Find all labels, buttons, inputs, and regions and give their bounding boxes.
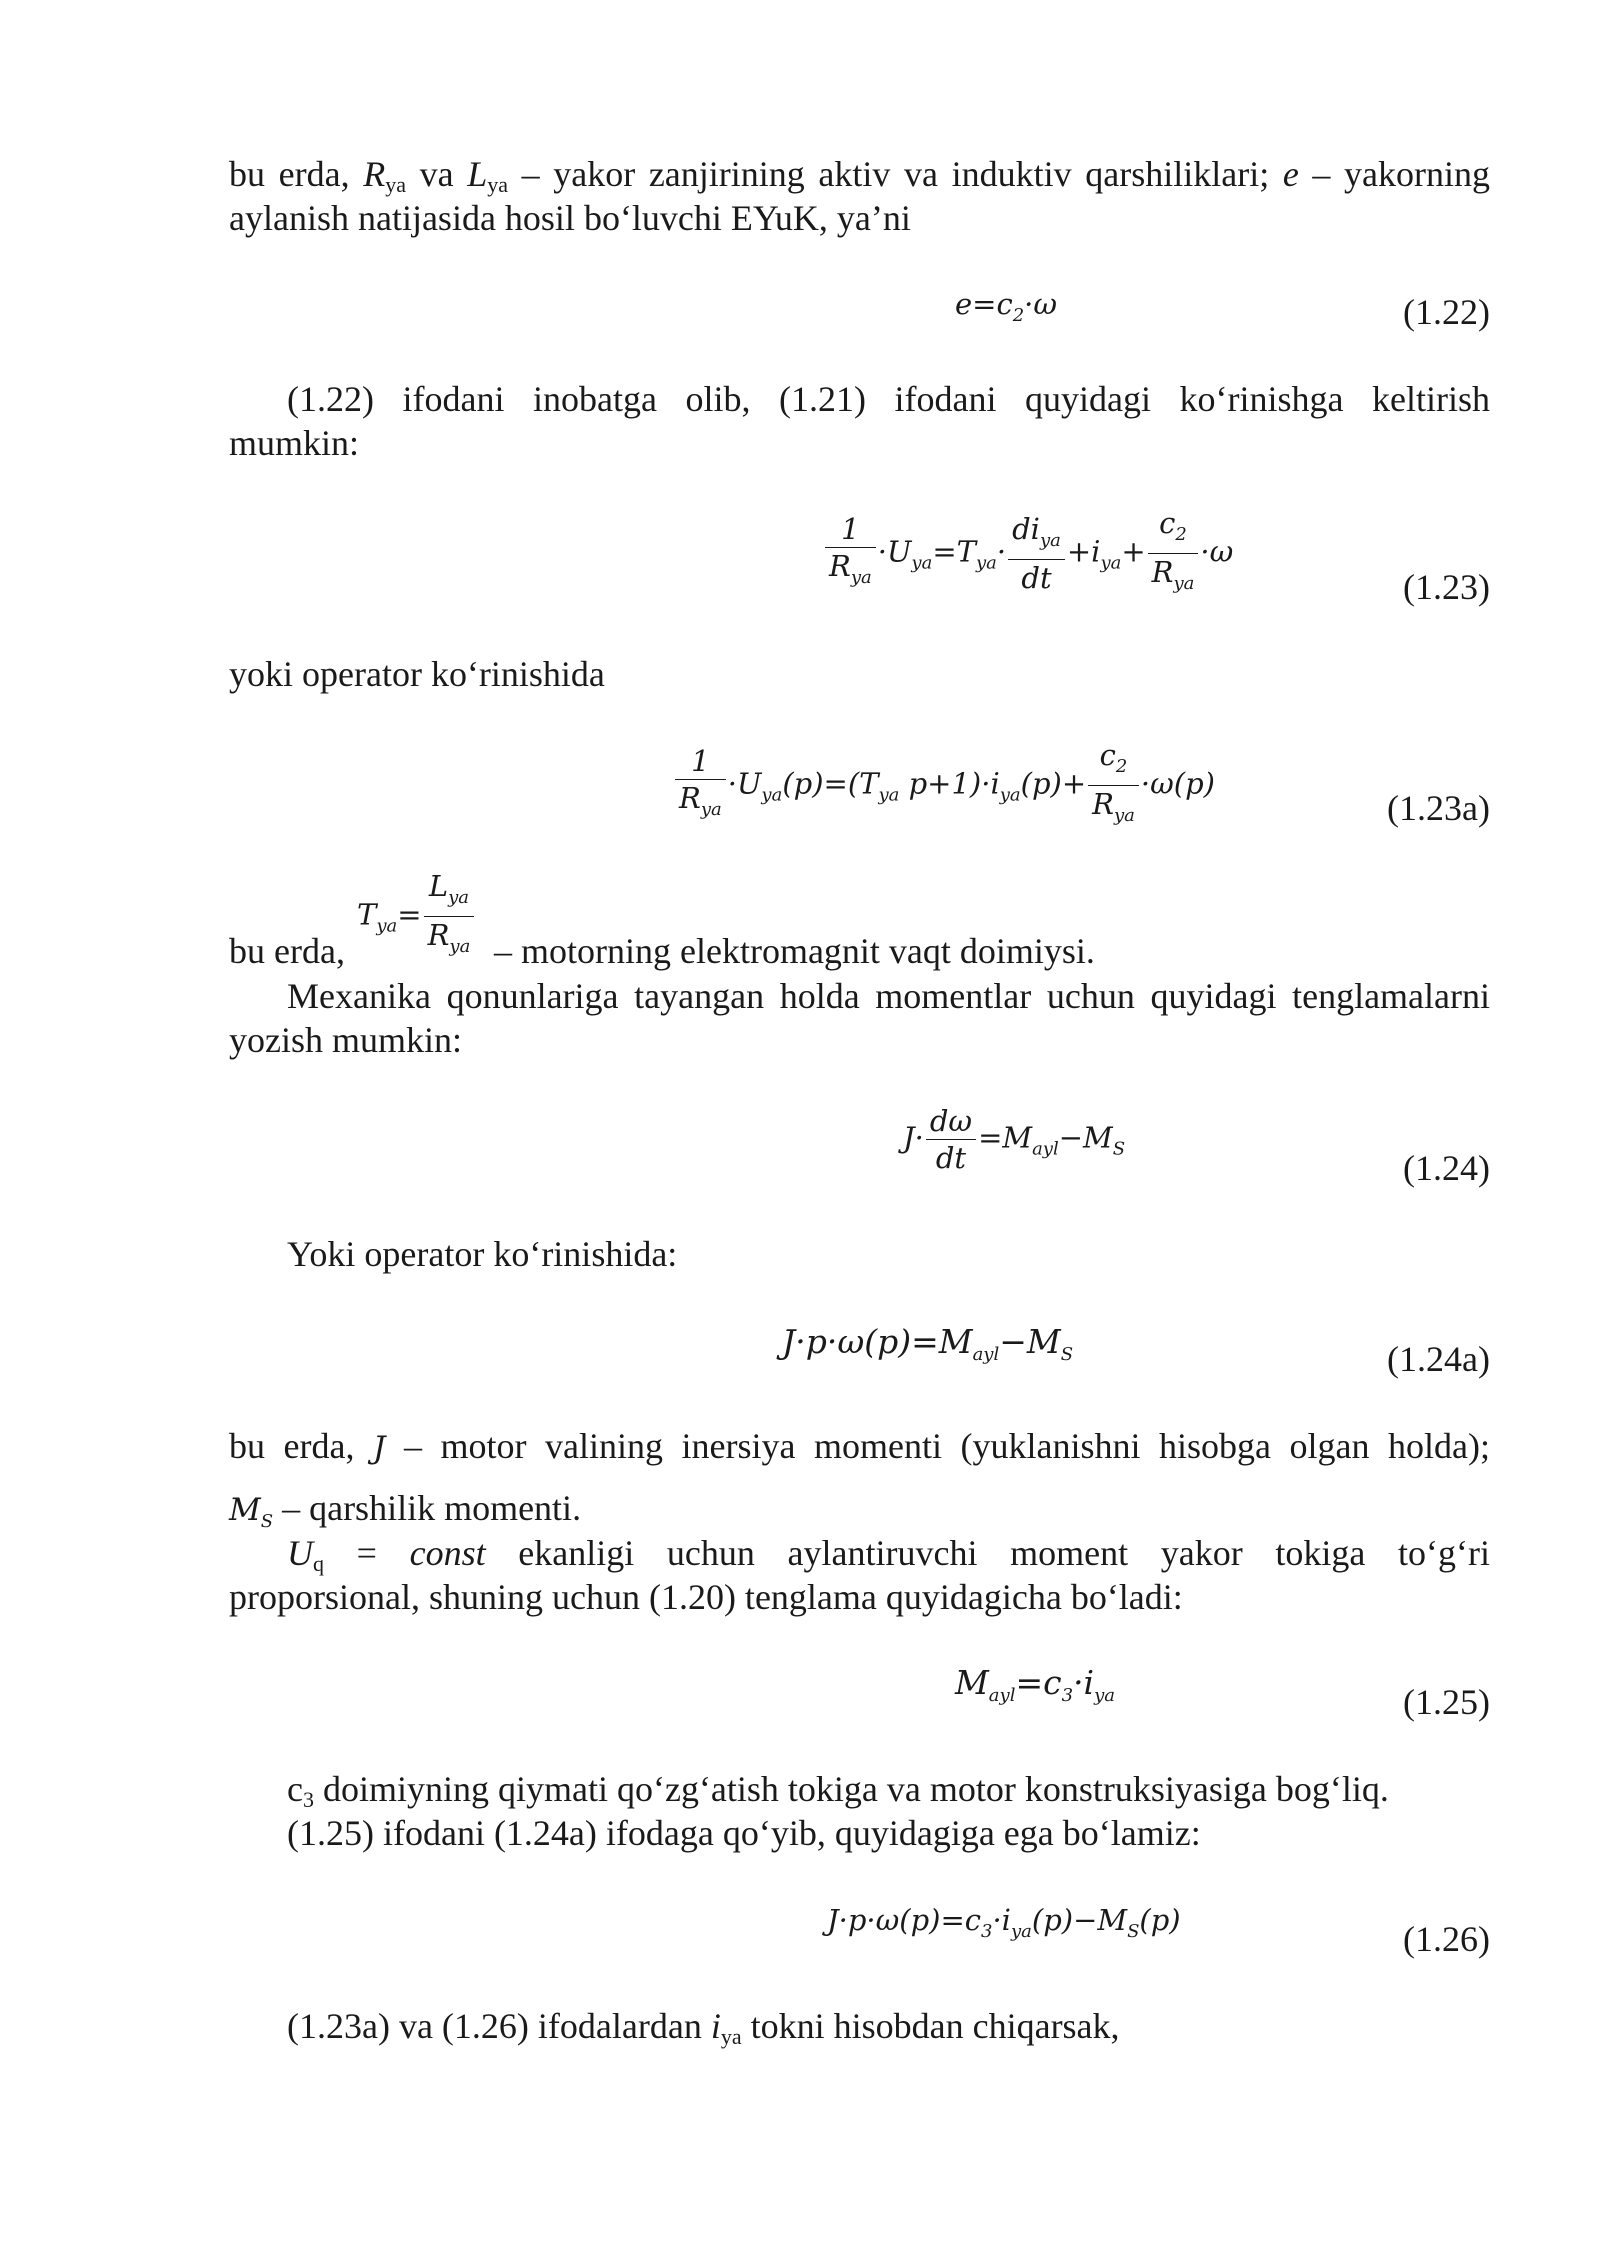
paragraph-line: proporsional, shuning uchun (1.20) tenglama quyidagicha bo‘ladi: bbox=[229, 1577, 1183, 1617]
paragraph-line: mumkin: bbox=[229, 423, 360, 463]
equation-1-23a: $\frac{1}{R_{ya}}$ $\cdot U_{ya}(p)=(T_{ya}$ $p+1)\cdot i_{ya}(p)+$ $\frac{c_2}{R_{ya}}$ ·ω(p) bbox=[673, 737, 1215, 834]
equation-number: (1.23a) bbox=[1387, 788, 1490, 828]
equation-number: (1.23) bbox=[1403, 567, 1490, 607]
equation-1-24: J· $\frac{d\omega}{dt}$ $=M_{ayl}-M_S$ bbox=[903, 1104, 1126, 1175]
paragraph-line: (1.25) ifodani (1.24a) ifodaga qo‘yib, quyidagiga ega bo‘lamiz: bbox=[287, 1813, 1201, 1853]
paragraph-line: $c_3$ doimiyning qiymati qo‘zg‘atish tokiga va motor konstruksiyasiga bog‘liq. bbox=[287, 1769, 1389, 1812]
paragraph-line: Mexanika qonunlariga tayangan holda momentlar uchun quyidagi tenglamalarni bbox=[287, 976, 1490, 1016]
equation-1-26: $J\cdot p\cdot\omega(p)=c_3\cdot i_{ya}(p)-M_S(p)$ bbox=[827, 1903, 1181, 1942]
equation-1-25: $M_{ayl}=c_3\cdot i_{ya}$ bbox=[955, 1663, 1116, 1706]
paragraph-line: – motorning elektromagnit vaqt doimiysi. bbox=[494, 931, 1095, 971]
equation-number: (1.25) bbox=[1403, 1682, 1490, 1722]
equation-1-23: $\frac{1}{R_{ya}}$ $\cdot U_{ya}=T_{ya}\cdot$ $\frac{di_{ya}}{dt}$ $+i_{ya}+$ $\frac{c_2}{R_{ya}}$ ·ω bbox=[823, 505, 1233, 602]
equation-1-22: $e=c_2\cdot\omega$ bbox=[955, 287, 1058, 326]
paragraph-line: aylanish natijasida hosil bo‘luvchi EYuK, ya’ni bbox=[229, 198, 911, 238]
paragraph-line: yozish mumkin: bbox=[229, 1020, 462, 1060]
paragraph-line: (1.22) ifodani inobatga olib, (1.21) ifodani quyidagi ko‘rinishga keltirish bbox=[287, 379, 1490, 419]
equation-number: (1.24a) bbox=[1387, 1339, 1490, 1379]
paragraph-line: (1.23a) va (1.26) ifodalardan $i_{ya}$ tokni hisobdan chiqarsak, bbox=[287, 2006, 1120, 2049]
paragraph-line: $M_S$ – qarshilik momenti. bbox=[229, 1488, 582, 1532]
equation-time-constant: $T_{ya}=$ $\frac{L_{ya}}{R_{ya}}$ bbox=[357, 868, 476, 965]
equation-number: (1.22) bbox=[1403, 292, 1490, 332]
paragraph-line: yoki operator ko‘rinishida bbox=[229, 654, 605, 694]
paragraph-line: bu erda, J – motor valining inersiya momenti (yuklanishni hisobga olgan holda); bbox=[229, 1426, 1490, 1466]
equation-number: (1.26) bbox=[1403, 1919, 1490, 1959]
paragraph-line: Yoki operator ko‘rinishida: bbox=[287, 1234, 678, 1274]
paragraph-line: bu erda, $R_{ya}$ va $L_{ya}$ – yakor zanjirining aktiv va induktiv qarshiliklari; e – yakorning bbox=[229, 154, 1491, 197]
equation-1-24a: $J\cdot p\cdot\omega(p)=M_{ayl}-M_S$ bbox=[782, 1322, 1074, 1365]
paragraph-line: bu erda, bbox=[229, 931, 345, 971]
paragraph-line: $U_q$ = const ekanligi uchun aylantiruvchi moment yakor tokiga to‘g‘ri bbox=[287, 1533, 1490, 1576]
equation-number: (1.24) bbox=[1403, 1148, 1490, 1188]
